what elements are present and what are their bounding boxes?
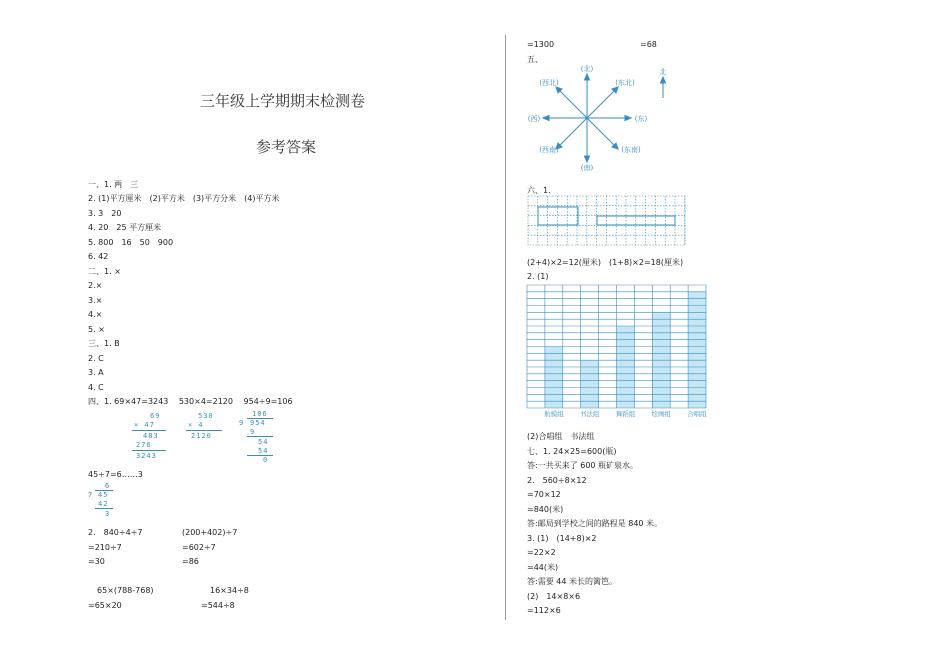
answer-line: =22×2 <box>527 548 556 557</box>
answer-line: 一、1. 两 三 <box>88 180 139 189</box>
x-tick-label: 合唱组 <box>687 410 707 418</box>
calc-digit: 106 <box>252 410 268 418</box>
label-northeast: (东北) <box>615 79 635 87</box>
calc-digit: 0 <box>263 456 269 464</box>
label-south: (南) <box>580 164 594 172</box>
label-northwest: (西北) <box>539 79 559 87</box>
answer-line: =1300 <box>527 40 555 49</box>
answer-line: 5. 800 16 50 900 <box>88 238 174 247</box>
x-tick-label: 舞蹈组 <box>615 410 636 418</box>
answer-line: =44(米) <box>527 563 559 572</box>
calc-digit: 6 <box>105 482 111 490</box>
answer-line: 答:邮局到学校之间的路程是 840 米。 <box>527 519 663 528</box>
answer-line: 3. 3 20 <box>88 209 122 218</box>
answer-line: 2. 560÷8×12 <box>527 476 587 485</box>
calc-digit: 9 <box>239 419 245 427</box>
answer-line: =68 <box>640 40 657 49</box>
rectangle-2x4 <box>538 207 578 225</box>
answer-line: (2) 14×8×6 <box>527 592 581 601</box>
answer-line: 七、1. 24×25=600(瓶) <box>527 447 617 456</box>
calc-digit: 54 <box>258 438 269 446</box>
answer-line: 2. 840÷4÷7 <box>88 528 143 537</box>
answer-line: (200+402)÷7 <box>182 528 238 537</box>
answer-line: 2. (1)平方厘米 (2)平方米 (3)平方分米 (4)平方米 <box>88 194 280 203</box>
answer-line: =70×12 <box>527 490 561 499</box>
grid-rectangles-figure <box>527 195 687 247</box>
calc-digit: 530 <box>198 412 214 420</box>
x-tick-label: 书法组 <box>579 410 600 418</box>
section-label: 五、 <box>527 55 543 64</box>
answer-line: 65×(788-768) <box>97 586 154 595</box>
page-title: 三年级上学期期末检测卷 <box>200 92 366 110</box>
answer-line: (2)合唱组 书法组 <box>527 432 595 441</box>
calc-digit: 54 <box>258 447 269 455</box>
calc-digit: × 47 <box>134 421 155 429</box>
answer-line: =602÷7 <box>182 543 216 552</box>
calc-digit: 45 <box>98 491 109 499</box>
north-arrow-label: 北 <box>659 68 667 76</box>
answer-line: 2.× <box>88 281 103 290</box>
answer-line: 3.× <box>88 296 103 305</box>
calc-digit: 483 <box>143 432 159 440</box>
answer-line: =65×20 <box>88 601 122 610</box>
answer-line: 5. × <box>88 325 105 334</box>
answer-line: 二、1. × <box>88 267 121 276</box>
label-east: (东) <box>634 115 648 123</box>
answer-line: 四、1. 69×47=3243 530×4=2120 954÷9=106 <box>88 397 293 406</box>
column-divider <box>505 35 506 620</box>
answer-line: =112×6 <box>527 606 561 615</box>
answer-line: 16×34÷8 <box>210 586 249 595</box>
label-north: (北) <box>580 65 594 73</box>
answer-line: 3. (1) (14+8)×2 <box>527 534 597 543</box>
answer-line: 45÷7=6……3 <box>88 470 143 479</box>
answer-line: =30 <box>88 557 105 566</box>
answer-line: 答:一共买来了 600 瓶矿泉水。 <box>527 461 639 470</box>
page-subtitle: 参考答案 <box>256 138 317 156</box>
bar-0 <box>545 347 563 409</box>
calc-digit: 3243 <box>136 452 157 460</box>
answer-line: =210÷7 <box>88 543 122 552</box>
answer-line: 2. C <box>88 354 104 363</box>
calc-digit: 7 <box>88 491 94 499</box>
x-tick-label: 航模组 <box>544 410 564 418</box>
x-tick-label: 绘画组 <box>651 410 671 418</box>
label-southwest: (西南) <box>539 146 559 154</box>
answer-line: =86 <box>182 557 199 566</box>
answer-line: 3. A <box>88 368 104 377</box>
calc-digit: 954 <box>250 419 266 427</box>
answer-line: 2. (1) <box>527 272 549 281</box>
calc-digit: 2120 <box>191 432 212 440</box>
calc-digit: 69 <box>150 412 161 420</box>
answer-line: 6. 42 <box>88 252 109 261</box>
bar-4 <box>688 292 706 408</box>
calc-digit: 3 <box>105 510 111 518</box>
answer-line: 4.× <box>88 310 103 319</box>
answer-line: =840(米) <box>527 505 564 514</box>
answer-line: =544÷8 <box>201 601 235 610</box>
label-west: (西) <box>527 115 541 123</box>
bar-chart <box>525 283 709 423</box>
calc-digit: 276 <box>136 441 152 449</box>
calc-digit: × 4 <box>188 421 204 429</box>
answer-line: 答:需要 44 米长的篱笆。 <box>527 577 617 586</box>
answer-line: (2+4)×2=12(厘米) (1+8)×2=18(厘米) <box>527 258 684 267</box>
answer-line: 三、1. B <box>88 339 120 348</box>
answer-line: 4. C <box>88 383 104 392</box>
calc-digit: 42 <box>98 500 109 508</box>
section-label: 六、1. <box>527 186 551 195</box>
bar-1 <box>581 360 599 408</box>
direction-diagram <box>520 62 700 174</box>
answer-line: 4. 20 25 平方厘米 <box>88 223 162 232</box>
label-southeast: (东南) <box>621 146 641 154</box>
calc-digit: 9 <box>250 428 256 436</box>
